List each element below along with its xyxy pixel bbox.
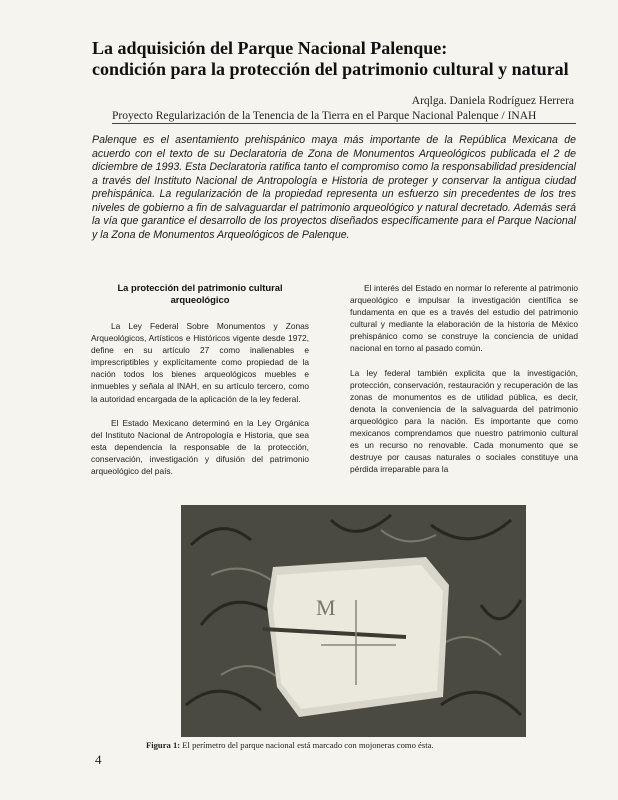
caption-text: El perímetro del parque nacional está marcado con mojoneras como ésta.	[180, 740, 434, 750]
title-line-2: condición para la protección del patrimonio cultural y natural	[92, 59, 569, 79]
figure-caption	[146, 740, 434, 750]
body-paragraph: El interés del Estado en normar lo referente al patrimonio arqueológico e impulsar la investigación científica se fundamenta en que es a través del estudio del patrimonio cultural y mediante la elaboración de la historia de México prehispánico como se construye la conciencia de unidad nacional en torno al pasado común.	[350, 283, 578, 354]
section-heading-line-2: arqueológico	[170, 294, 230, 305]
page-number: 4	[95, 752, 102, 767]
boundary-marker-photo	[181, 505, 526, 737]
right-column	[350, 282, 578, 487]
caption-label: Figura 1:	[146, 740, 181, 750]
body-paragraph: La Ley Federal Sobre Monumentos y Zonas Arqueológicos, Artísticos e Históricos vigente desde 1972, define en su artículo 27 como inalienables e imprescriptibles y explícitamente como propiedad de la nación todos los bienes arqueológicos muebles e inmuebles y señala al INAH, en su artículo tercero, como la autoridad encargada de la aplicación de la ley federal.	[91, 321, 309, 404]
article-title	[92, 38, 592, 80]
title-line-1: La adquisición del Parque Nacional Palenque:	[92, 38, 448, 58]
section-heading-line-1: La protección del patrimonio cultural	[117, 282, 283, 293]
marker-inscription: M	[316, 595, 336, 620]
section-heading	[91, 282, 309, 306]
project-affiliation: Proyecto Regularización de la Tenencia de la Tierra en el Parque Nacional Palenque / INAH	[112, 110, 576, 124]
body-paragraph: La ley federal también explicita que la investigación, protección, conservación, restauración y recuperación de las zonas de monumentos es de utilidad pública, es decir, denota la conveniencia de la salvaguarda del patrimonio arqueológico para la nación. Es importante que como mexicanos comprendamos que nuestro patrimonio cultural es un recurso no renovable. Cada monumento que se destruye por causas naturales o sociales constituye una pérdida irreparable para la	[350, 367, 578, 475]
left-column	[91, 282, 309, 489]
abstract: Palenque es el asentamiento prehispánico maya más importante de la República Mexicana de acuerdo con el texto de su Declaratoria de Zona de Monumentos Arqueológicos publicada el 2 de diciembre de 1993. Esta Declaratoria ratifica tanto el compromiso como la responsabilidad presidencial a través del Instituto Nacional de Antropología e Historia de proteger y conservar la antigua ciudad prehispánica. La regularización de la propiedad representa un esfuerzo sin precedentes de los tres niveles de gobierno a fin de salvaguardar el patrimonio arqueológico y natural decretado. Además será la vía que garantice el desarrollo de los proyectos diseñados específicamente para el Parque Nacional y la Zona de Monumentos Arqueológicos de Palenque.	[92, 134, 576, 241]
body-paragraph: El Estado Mexicano determinó en la Ley Orgánica del Instituto Nacional de Antropología e Historia, que sea esta dependencia la responsable de la protección, conservación, investigación y difusión del patrimonio arqueológico del país.	[91, 417, 309, 477]
author-name: Arqlga. Daniela Rodríguez Herrera	[411, 95, 574, 107]
photo-illustration	[181, 505, 526, 737]
